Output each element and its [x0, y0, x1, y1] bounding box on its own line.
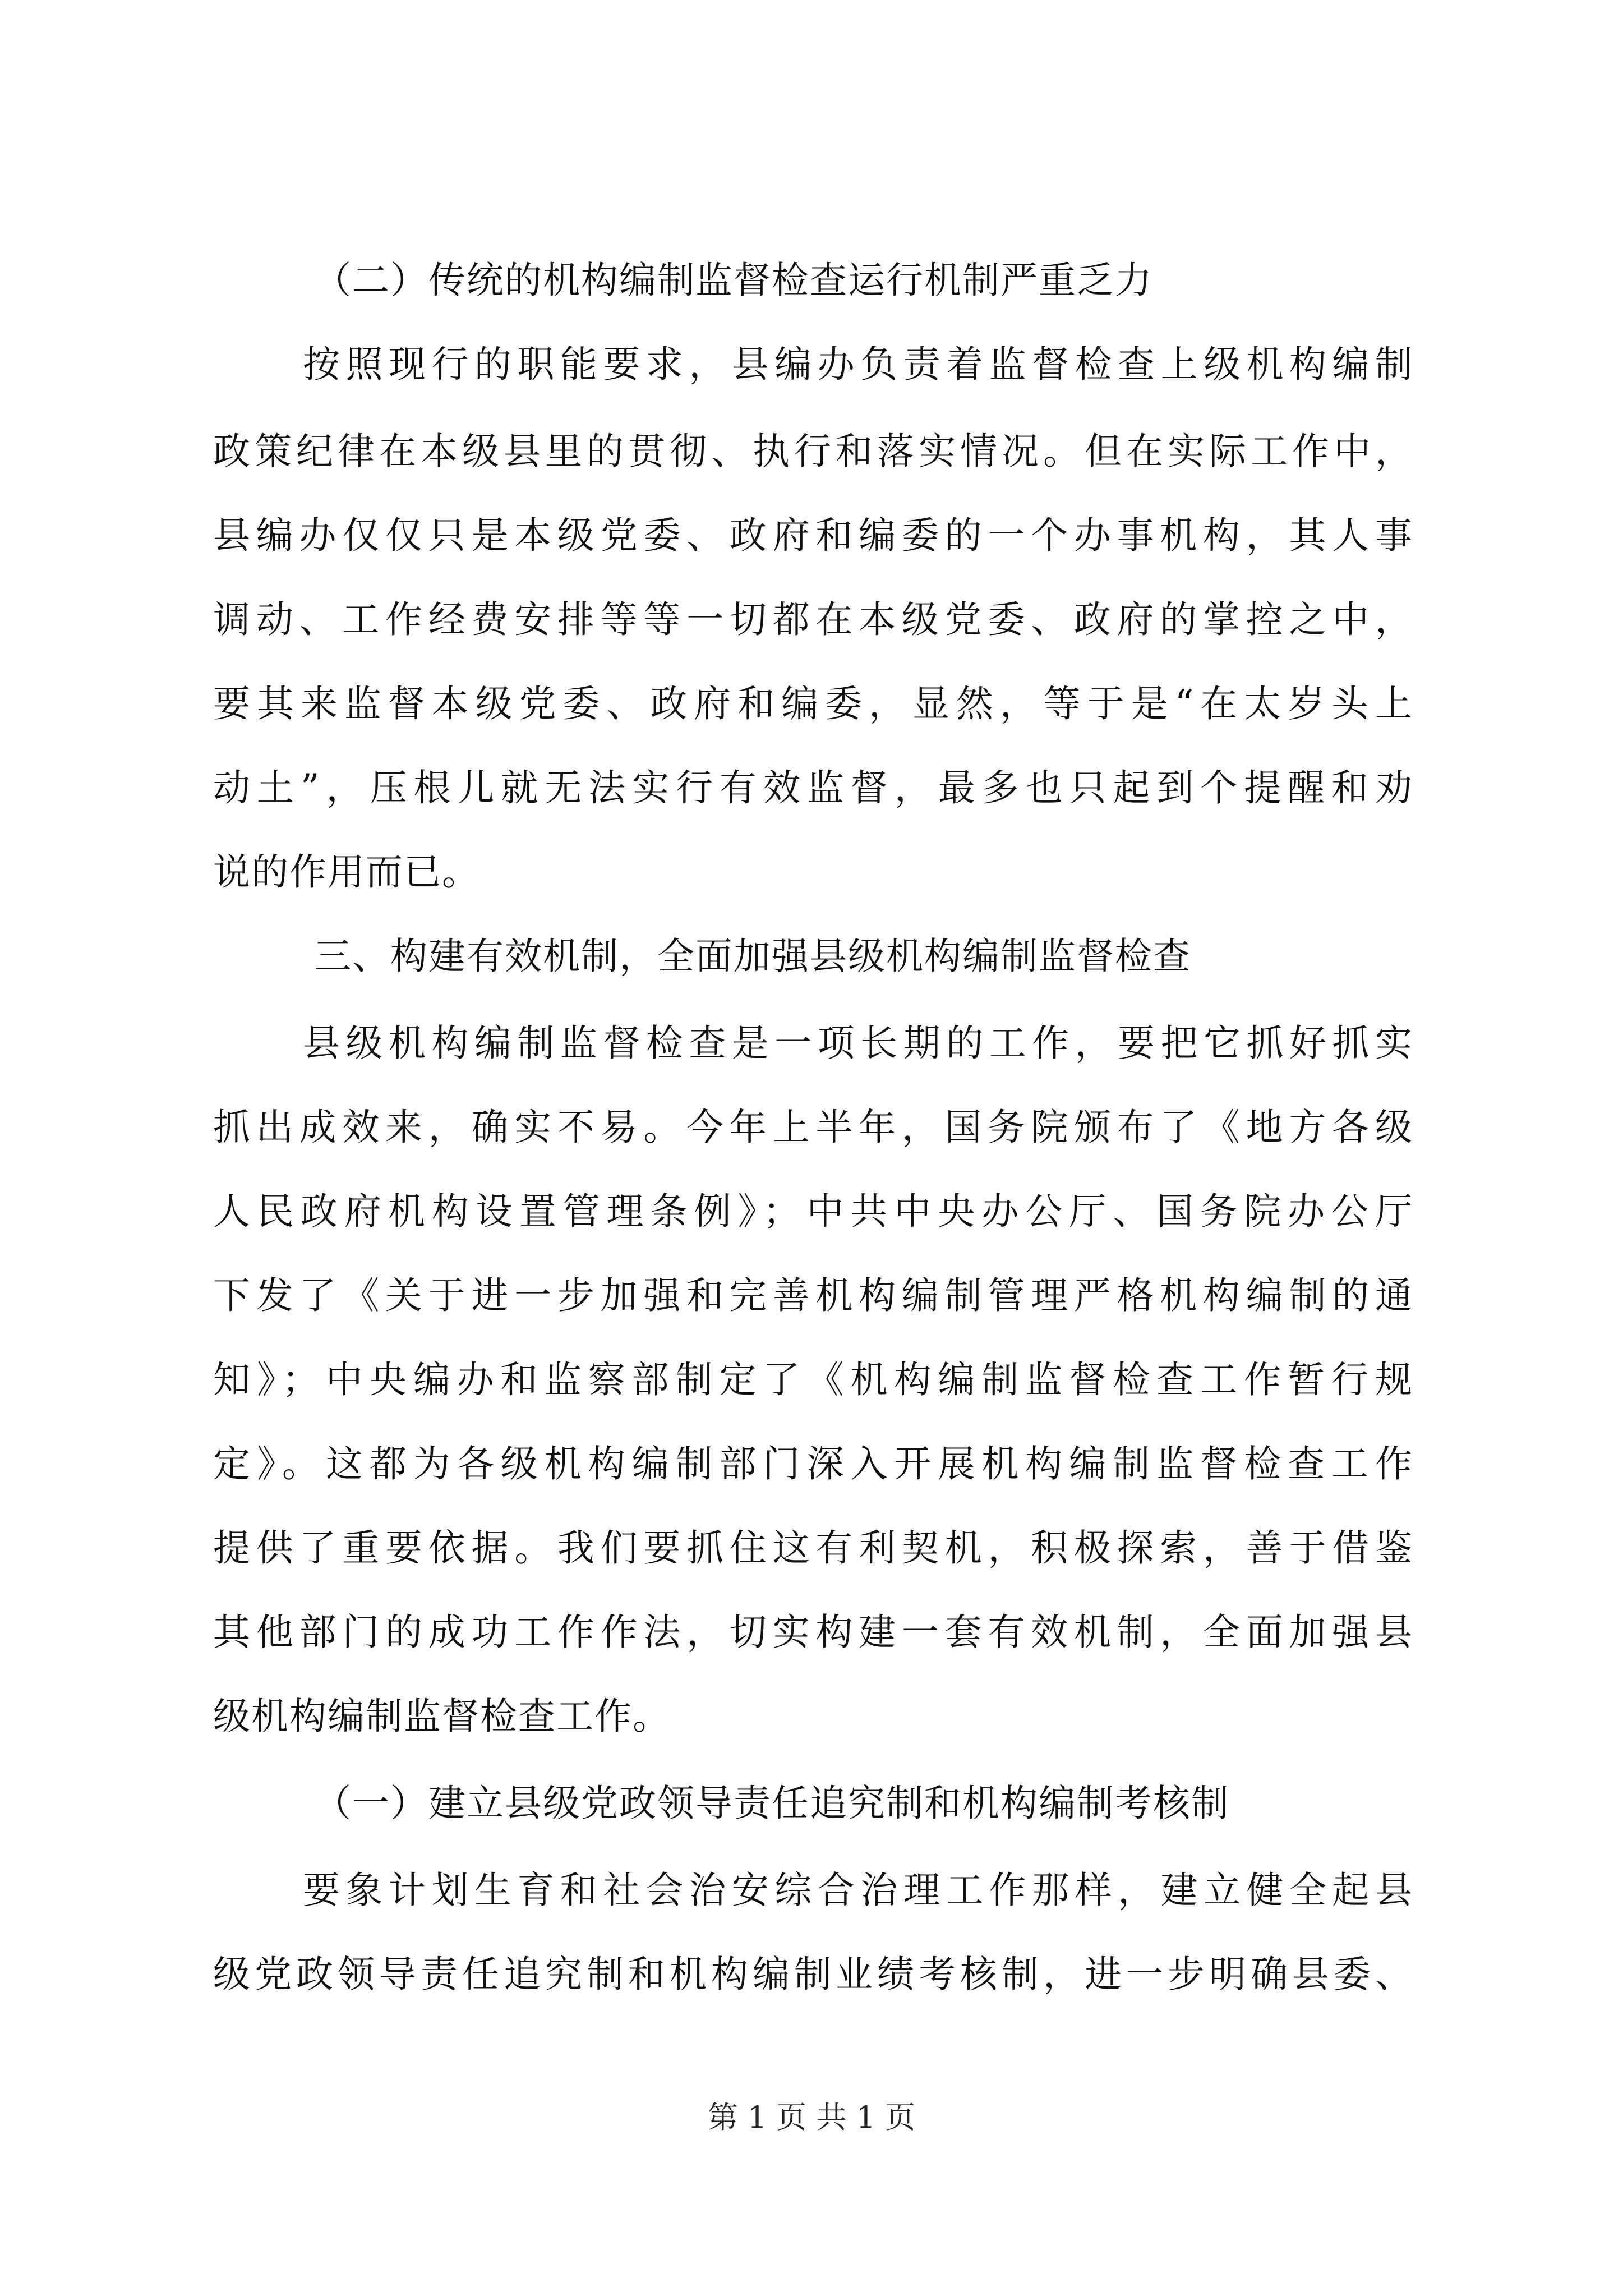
paragraph-line: 知》；中央编办和监察部制定了《机构编制监督检查工作暂行规: [213, 1358, 1413, 1401]
paragraph-line: 提供了重要依据。我们要抓住这有利契机，积极探索，善于借鉴: [213, 1526, 1413, 1570]
paragraph-line: 调动、工作经费安排等等一切都在本级党委、政府的掌控之中，: [213, 598, 1413, 641]
page-footer: 第 1 页 共 1 页: [707, 2100, 916, 2135]
paragraph-line: 政策纪律在本级县里的贯彻、执行和落实情况。但在实际工作中，: [213, 430, 1413, 473]
paragraph-line: 要象计划生育和社会治安综合治理工作那样，建立健全起县: [303, 1869, 1413, 1912]
section-heading-2: （二）传统的机构编制监督检查运行机制严重乏力: [314, 259, 1153, 302]
paragraph-line: 动土”，压根儿就无法实行有效监督，最多也只起到个提醒和劝: [213, 766, 1413, 809]
paragraph-line: 级党政领导责任追究制和机构编制业绩考核制，进一步明确县委、: [213, 1953, 1413, 1996]
paragraph-line: 人民政府机构设置管理条例》；中共中央办公厅、国务院办公厅: [213, 1190, 1413, 1233]
section-heading-3: 三、构建有效机制，全面加强县级机构编制监督检查: [314, 935, 1191, 978]
paragraph-line: 下发了《关于进一步加强和完善机构编制管理严格机构编制的通: [213, 1274, 1413, 1317]
paragraph-line: 说的作用而已。: [213, 850, 480, 894]
paragraph-line: 其他部门的成功工作作法，切实构建一套有效机制，全面加强县: [213, 1611, 1413, 1654]
paragraph-line: 县编办仅仅只是本级党委、政府和编委的一个办事机构，其人事: [213, 514, 1413, 557]
paragraph-line: 县级机构编制监督检查是一项长期的工作，要把它抓好抓实: [303, 1022, 1413, 1065]
paragraph-line: 按照现行的职能要求，县编办负责着监督检查上级机构编制: [303, 343, 1413, 386]
paragraph-line: 抓出成效来，确实不易。今年上半年，国务院颁布了《地方各级: [213, 1106, 1413, 1149]
paragraph-line: 级机构编制监督检查工作。: [213, 1695, 671, 1738]
section-heading-3-1: （一）建立县级党政领导责任追究制和机构编制考核制: [314, 1782, 1229, 1825]
paragraph-line: 定》。这都为各级机构编制部门深入开展机构编制监督检查工作: [213, 1442, 1413, 1485]
paragraph-line: 要其来监督本级党委、政府和编委，显然，等于是“在太岁头上: [213, 682, 1413, 725]
